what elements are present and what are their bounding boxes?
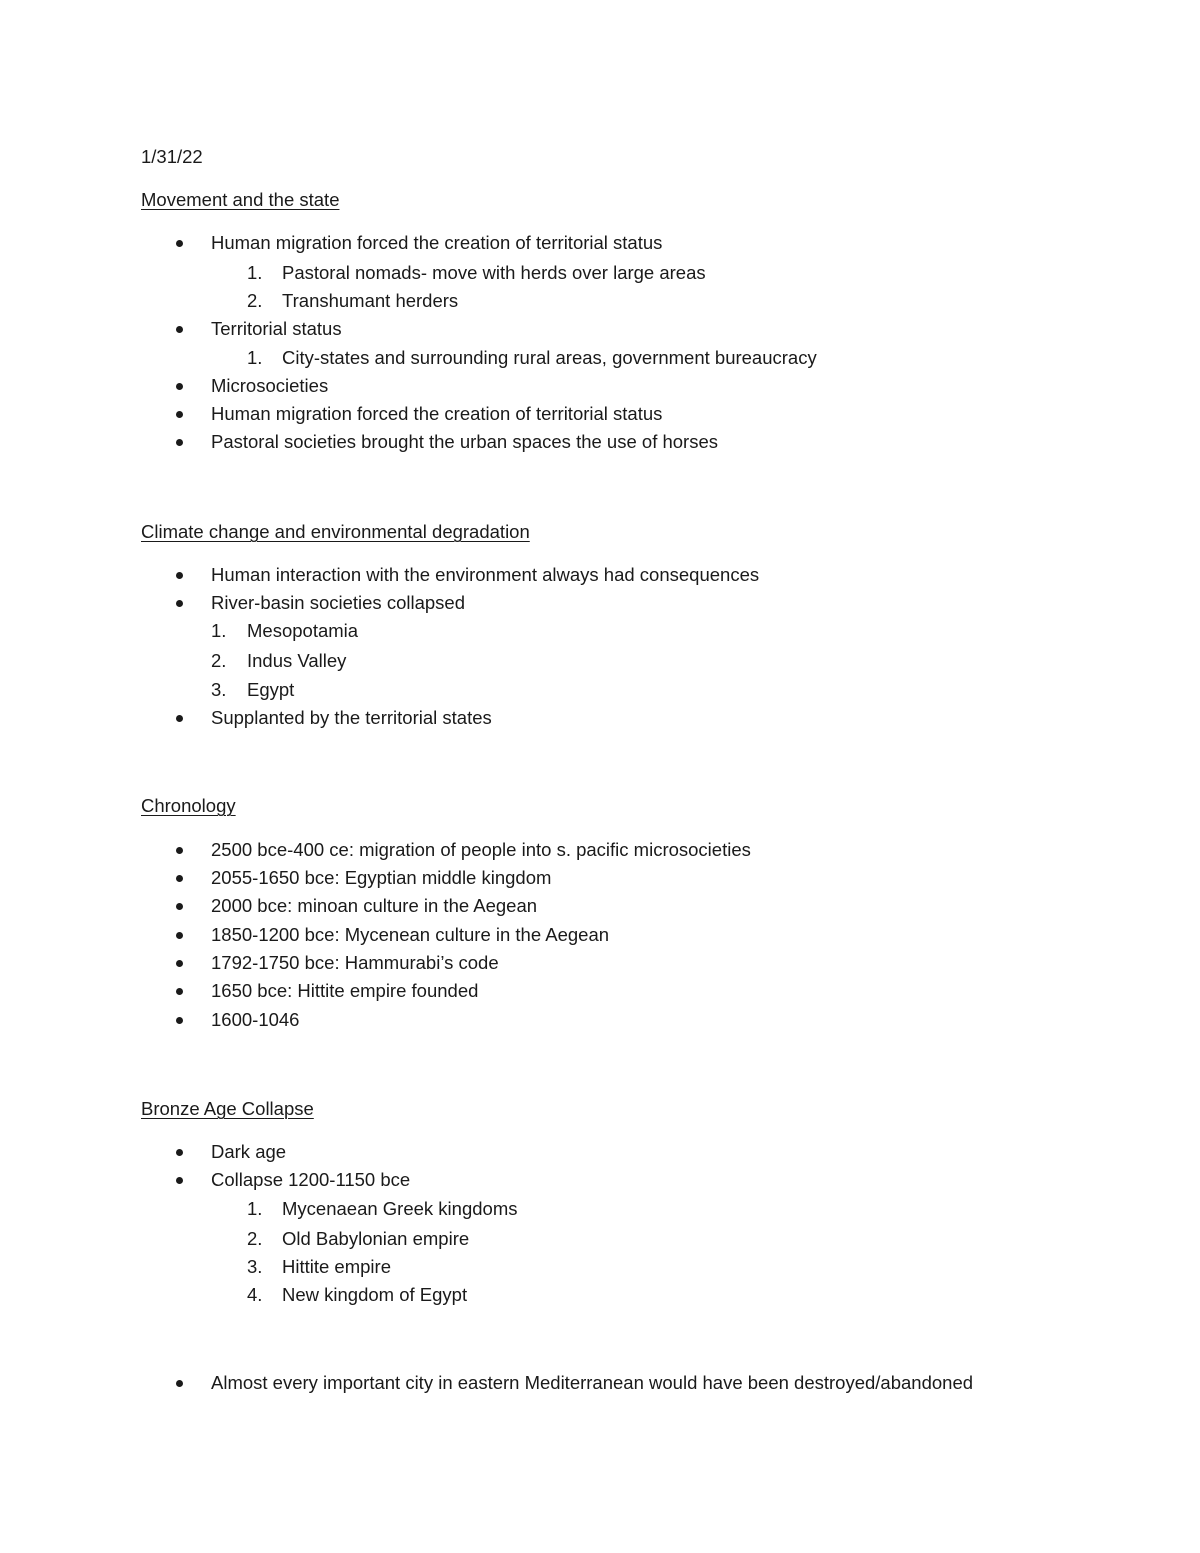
list-number: 1.	[247, 347, 263, 368]
list-item: City-states and surrounding rural areas, government bureaucracy	[282, 347, 817, 368]
list-item: Pastoral societies brought the urban spaces the use of horses	[211, 431, 718, 452]
list-item: Almost every important city in eastern Mediterranean would have been destroyed/abandoned	[211, 1372, 974, 1393]
list-item: New kingdom of Egypt	[282, 1284, 468, 1305]
list-number: 2.	[247, 290, 263, 311]
list-number: 1.	[211, 620, 227, 641]
list-item: River-basin societies collapsed	[211, 592, 465, 613]
list-number: 4.	[247, 1284, 263, 1305]
bullet-icon	[176, 572, 183, 579]
bullet-icon	[176, 903, 183, 910]
list-item: Indus Valley	[247, 650, 347, 671]
bullet-icon	[176, 960, 183, 967]
list-number: 2.	[247, 1228, 263, 1249]
list-item: Old Babylonian empire	[282, 1228, 470, 1249]
list-item: 2055-1650 bce: Egyptian middle kingdom	[211, 867, 552, 888]
heading-movement: Movement and the state	[141, 189, 340, 210]
list-item: Human interaction with the environment always had consequences	[211, 564, 760, 585]
bullet-icon	[176, 875, 183, 882]
list-item: Pastoral nomads- move with herds over large areas	[282, 262, 706, 283]
list-item: 2500 bce-400 ce: migration of people into s. pacific microsocieties	[211, 839, 751, 860]
bullet-icon	[176, 240, 183, 247]
bullet-icon	[176, 439, 183, 446]
bullet-icon	[176, 383, 183, 390]
list-item: Mesopotamia	[247, 620, 359, 641]
bullet-icon	[176, 932, 183, 939]
list-item: Egypt	[247, 679, 295, 700]
list-number: 1.	[247, 262, 263, 283]
list-number: 2.	[211, 650, 227, 671]
bullet-icon	[176, 847, 183, 854]
bullet-icon	[176, 600, 183, 607]
date-line: 1/31/22	[141, 146, 203, 167]
list-item: Mycenaean Greek kingdoms	[282, 1198, 518, 1219]
list-item: 1850-1200 bce: Mycenean culture in the Aegean	[211, 924, 610, 945]
bullet-icon	[176, 411, 183, 418]
list-number: 3.	[247, 1256, 263, 1277]
bullet-icon	[176, 1177, 183, 1184]
list-item: 1650 bce: Hittite empire founded	[211, 980, 479, 1001]
list-number: 3.	[211, 679, 227, 700]
bullet-icon	[176, 715, 183, 722]
list-item: Human migration forced the creation of territorial status	[211, 232, 663, 253]
list-item: 1792-1750 bce: Hammurabi’s code	[211, 952, 499, 973]
bullet-icon	[176, 326, 183, 333]
list-item: Transhumant herders	[282, 290, 459, 311]
list-item: Collapse 1200-1150 bce	[211, 1169, 411, 1190]
list-item: Dark age	[211, 1141, 287, 1162]
list-item: Hittite empire	[282, 1256, 391, 1277]
list-item: Territorial status	[211, 318, 342, 339]
list-item: 2000 bce: minoan culture in the Aegean	[211, 895, 538, 916]
bullet-icon	[176, 1017, 183, 1024]
list-item: Human migration forced the creation of territorial status	[211, 403, 663, 424]
list-item: Microsocieties	[211, 375, 329, 396]
list-item: 1600-1046	[211, 1009, 300, 1030]
list-number: 1.	[247, 1198, 263, 1219]
heading-chronology: Chronology	[141, 795, 236, 816]
bullet-icon	[176, 1380, 183, 1387]
bullet-icon	[176, 988, 183, 995]
list-item: Supplanted by the territorial states	[211, 707, 492, 728]
bullet-icon	[176, 1149, 183, 1156]
heading-climate: Climate change and environmental degradation	[141, 521, 530, 542]
heading-bronze-age: Bronze Age Collapse	[141, 1098, 314, 1119]
